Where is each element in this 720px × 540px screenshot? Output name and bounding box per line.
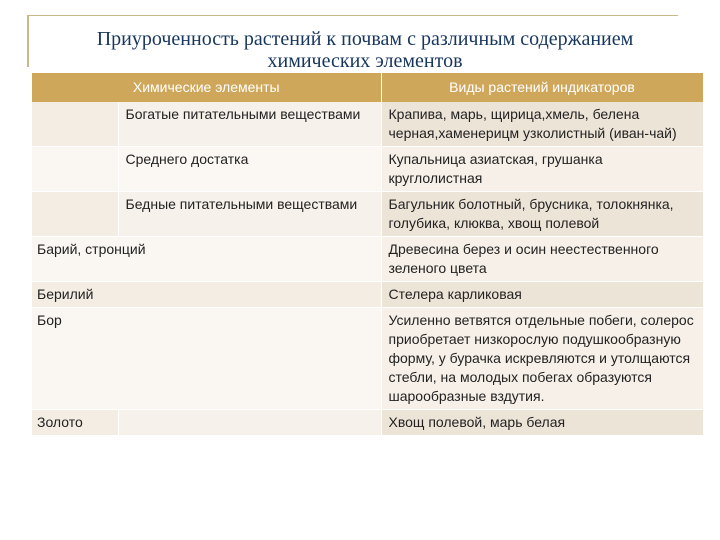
plants-cell: Хвощ полевой, марь белая xyxy=(381,410,703,436)
page-title: Приуроченность растений к почвам с различным содержанием химических элементов xyxy=(96,28,634,72)
table-row xyxy=(32,147,703,192)
element-cell xyxy=(32,147,118,192)
table-row xyxy=(32,410,703,436)
table-row xyxy=(32,192,703,237)
table-header-row xyxy=(32,73,703,102)
element-cell xyxy=(32,102,118,147)
plants-cell: Стелера карликовая xyxy=(381,282,703,308)
plants-cell: Древесина берез и осин неестественного зеленого цвета xyxy=(381,237,703,282)
element-cell: Барий, стронций xyxy=(32,237,381,282)
element-cell: Золото xyxy=(32,410,118,436)
plants-cell: Усиленно ветвятся отдельные побеги, солерос приобретает низкорослую подушкообразную форму, у бурачка искревляются и утолщаются стебли, на молодых побегах образуются шарообразные вздутия. xyxy=(381,308,703,410)
header-indicator-plants: Виды растений индикаторов xyxy=(381,73,703,102)
element-cell: Бор xyxy=(32,308,381,410)
frame-left-line xyxy=(27,15,29,67)
table-row xyxy=(32,237,703,282)
table-row xyxy=(32,282,703,308)
table-row xyxy=(32,102,703,147)
plants-cell: Крапива, марь, щирица,хмель, белена черная,хаменерицм узколистный (иван-чай) xyxy=(381,102,703,147)
table-row xyxy=(32,308,703,410)
element-cell xyxy=(32,192,118,237)
plants-cell: Багульник болотный, брусника, толокнянка, голубика, клюква, хвощ полевой xyxy=(381,192,703,237)
condition-cell: Бедные питательными веществами xyxy=(118,192,381,237)
element-cell: Берилий xyxy=(32,282,381,308)
frame-top-line xyxy=(27,15,678,16)
condition-cell xyxy=(118,410,381,436)
condition-cell: Среднего достатка xyxy=(118,147,381,192)
plants-cell: Купальница азиатская, грушанка круглолистная xyxy=(381,147,703,192)
condition-cell: Богатые питательными веществами xyxy=(118,102,381,147)
header-chemical-elements: Химические элементы xyxy=(32,73,381,102)
indicator-plants-table xyxy=(32,73,704,436)
